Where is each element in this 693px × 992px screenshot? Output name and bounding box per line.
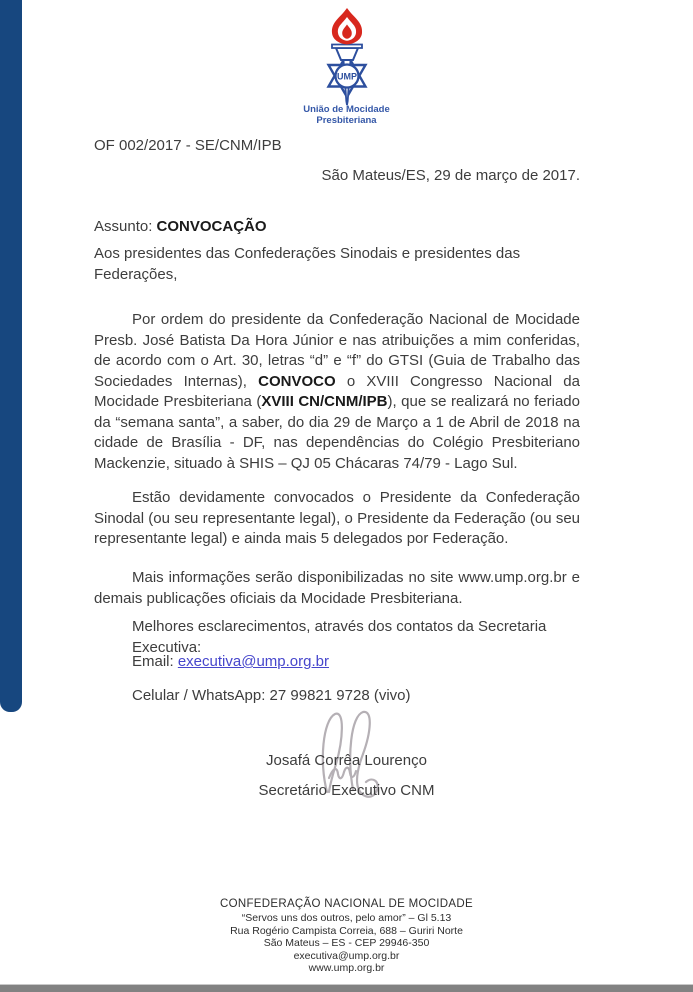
subject-label: Assunto:: [94, 218, 157, 235]
subject-value: CONVOCAÇÃO: [156, 218, 267, 235]
recipients-line: Aos presidentes das Confederações Sinodais e presidentes das Federações,: [94, 245, 521, 283]
subject-line: [94, 217, 580, 238]
body-paragraph-2: Estão devidamente convocados o Presidente da Confederação Sinodal (ou seu representante legal), o Presidente da Federação (ou seu representante legal) e ainda mais 5 delegados por Federação.: [94, 489, 580, 547]
signatory-title: Secretário Executivo CNM: [258, 782, 435, 799]
contacts-intro-line: Melhores esclarecimentos, através dos contatos da Secretaria Executiva:: [132, 618, 547, 656]
footer-website: www.ump.org.br: [308, 962, 385, 975]
logo-monogram: UMP: [336, 71, 357, 82]
email-link[interactable]: executiva@ump.org.br: [177, 653, 329, 670]
footer-address-line1: Rua Rogério Campista Correia, 688 – Guriri Norte: [230, 924, 463, 937]
footer: [0, 896, 693, 975]
body-paragraph-1: Por ordem do presidente da Confederação Nacional de Mocidade Presb. José Batista Da Hora Júnior e nas atribuições a mim conferidas, de acordo com o Art. 30, letras “d” e “f” do GTSI (Guia de Trabalho das Sociedades Internas), CONVOCO o XVIII Congresso Nacional da Mocidade Presbiteriana (XVIII CN/CNM/IPB), que se realizará no feriado da “semana santa”, a saber, do dia 29 de Março a 1 de Abril de 2018 na cidade de Brasília - DF, nas dependências do Colégio Presbiteriano Mackenzie, situado à SHIS – QJ 05 Chácaras 74/79 - Lago Sul.: [94, 311, 580, 472]
phone-line: Celular / WhatsApp: 27 99821 9728 (vivo): [132, 687, 411, 704]
signatory-name: Josafá Corrêa Lourenço: [266, 752, 427, 769]
footer-address-line2: São Mateus – ES - CEP 29946-350: [263, 937, 430, 950]
letterhead-org-name: União de Mocidade Presbiteriana: [303, 104, 390, 126]
email-line: [94, 652, 580, 673]
body-paragraph-3: Mais informações serão disponibilizadas no site www.ump.org.br e demais publicações oficiais da Mocidade Presbiteriana.: [94, 569, 580, 607]
email-label: Email:: [132, 653, 178, 670]
ump-torch-star-logo-icon: [295, 6, 399, 106]
date-line: São Mateus/ES, 29 de março de 2017.: [321, 167, 580, 184]
reference-number: OF 002/2017 - SE/CNM/IPB: [94, 137, 282, 154]
footer-motto: “Servos uns dos outros, pelo amor” – Gl 5.13: [241, 912, 452, 924]
page-bottom-edge: [0, 984, 693, 992]
footer-org-name: CONFEDERAÇÃO NACIONAL DE MOCIDADE: [220, 898, 473, 910]
footer-email: executiva@ump.org.br: [293, 949, 400, 962]
letterhead: [0, 6, 693, 126]
